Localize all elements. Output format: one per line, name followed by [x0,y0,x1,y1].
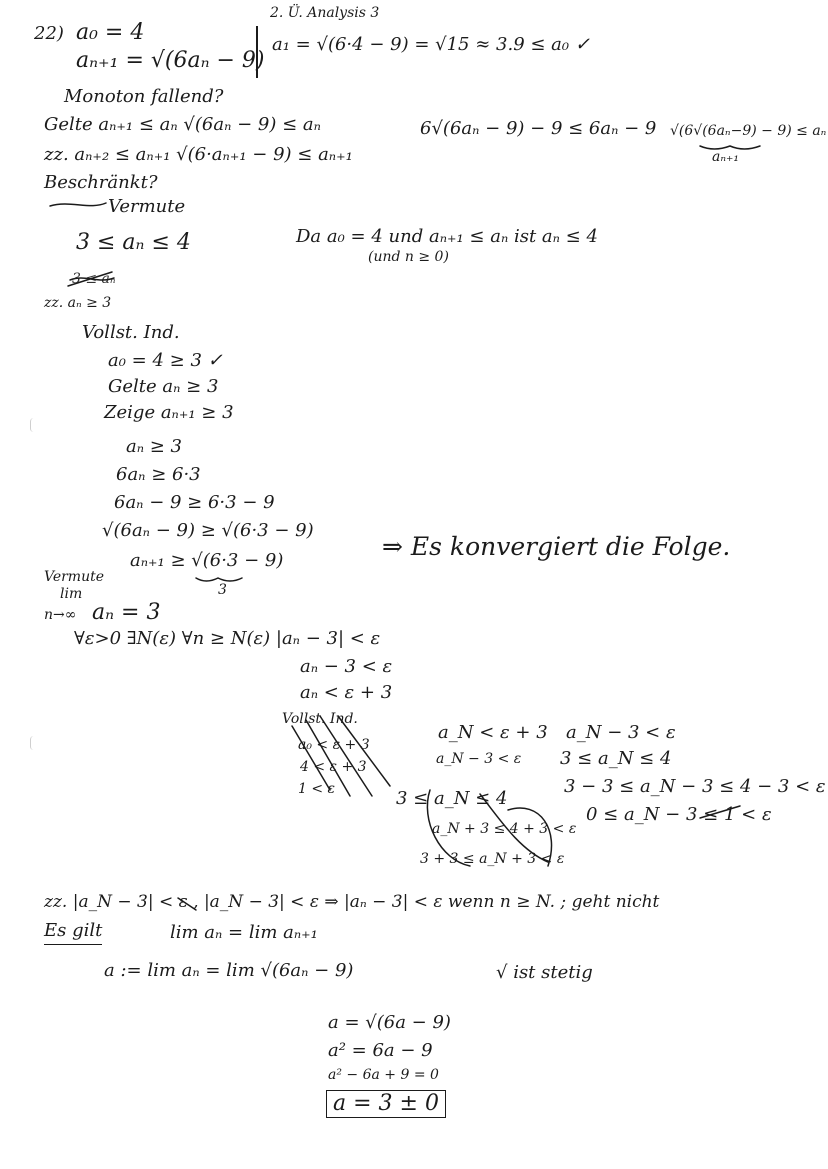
right-line-1: a_N − 3 < ε [566,722,676,743]
right-line-2: 3 ≤ a_N ≤ 4 [560,748,672,769]
monotone-chain-middle: 6√(6aₙ − 9) − 9 ≤ 6aₙ − 9 [420,118,657,139]
induction-line-5: aₙ₊₁ ≥ √(6·3 − 9) [130,550,284,571]
epsilon-line-2: aₙ < ε + 3 [300,682,393,703]
fixed-point-eq-2: a := lim aₙ = lim √(6aₙ − 9) [104,960,354,981]
induction-step: Zeige aₙ₊₁ ≥ 3 [104,402,234,423]
middle-line-3: 3 ≤ a_N ≤ 4 [396,788,508,809]
monotone-to-show: zz. aₙ₊₂ ≤ aₙ₊₁ √(6·aₙ₊₁ − 9) ≤ aₙ₊₁ [44,144,353,165]
course-header: 2. Ü. Analysis 3 [270,5,380,21]
scribble-strike-3 [70,278,114,280]
middle-line-5: 3 + 3 ≤ a_N + 3 < ε [420,851,565,867]
limit-lim-sub: n→∞ [44,607,77,623]
to-show-line: zz. |a_N − 3| < ε , |a_N − 3| < ε ⇒ |aₙ − 3| < ε wenn n ≥ N. ; geht nicht [44,892,660,912]
induction-line-5-value: 3 [218,582,227,598]
scribble-strike-1 [50,203,106,206]
upper-bound-note: Da a₀ = 4 und aₙ₊₁ ≤ aₙ ist aₙ ≤ 4 [296,226,598,247]
crossed-out-bound: 3 ≤ aₙ [72,271,116,287]
scratch-loop-2 [480,794,548,862]
under-brace-monotone [700,146,760,149]
middle-line-1: a_N < ε + 3 [438,722,548,743]
scratch-line-1: a₀ < ε + 3 [298,737,370,753]
induction-base: a₀ = 4 ≥ 3 ✓ [108,350,223,371]
upper-bound-note-sub: (und n ≥ 0) [368,249,449,265]
middle-line-4: a_N + 3 ≤ 4 + 3 < ε [432,821,577,837]
scratch-strike-4 [338,716,390,786]
monotone-chain-right: √(6√(6aₙ−9) − 9) ≤ aₙ [670,123,827,139]
induction-line-1: aₙ ≥ 3 [126,436,183,457]
epsilon-definition: ∀ε>0 ∃N(ε) ∀n ≥ N(ε) |aₙ − 3| < ε [74,628,381,649]
under-brace-induction [196,578,242,581]
limit-value: aₙ = 3 [92,600,161,625]
scratch-strike-1 [292,726,330,790]
scratch-strike-2 [306,720,350,796]
limit-conjecture: Vermute [44,569,105,585]
punch-hole-mark-2 [30,736,37,750]
scratch-strike-6 [178,898,196,910]
monotone-assumption: Gelte aₙ₊₁ ≤ aₙ √(6aₙ − 9) ≤ aₙ [44,114,321,135]
scratch-line-3: 1 < ε [298,781,336,797]
monotone-heading: Monoton fallend? [64,86,224,107]
punch-hole-mark-1 [30,418,37,432]
fixed-point-result: a = 3 ± 0 [326,1090,446,1118]
induction-hypothesis: Gelte aₙ ≥ 3 [108,376,219,397]
scratch-strike-5 [700,806,740,818]
problem-number: 22) [34,23,64,44]
scratch-loop-1 [427,790,470,866]
epsilon-line-1: aₙ − 3 < ε [300,656,393,677]
induction-heading: Vollst. Ind. [82,322,180,343]
es-gilt: Es gilt [44,920,103,941]
sqrt-continuous-note: √ ist stetig [496,962,593,983]
initial-value: a₀ = 4 [76,20,145,45]
induction-line-4: √(6aₙ − 9) ≥ √(6·3 − 9) [102,520,314,541]
fixed-point-eq-1: lim aₙ = lim aₙ₊₁ [170,922,318,943]
scratch-line-2: 4 < ε + 3 [300,759,367,775]
fixed-point-f1: a = √(6a − 9) [328,1012,451,1033]
middle-line-2: a_N − 3 < ε [436,751,522,767]
bounded-range: 3 ≤ aₙ ≤ 4 [76,230,191,255]
scratch-heading: Vollst. Ind. [282,711,358,727]
convergence-conclusion: ⇒ Es konvergiert die Folge. [382,532,731,561]
first-term: a₁ = √(6·4 − 9) = √15 ≈ 3.9 ≤ a₀ ✓ [272,34,590,55]
limit-lim: lim [60,586,83,602]
induction-line-2: 6aₙ ≥ 6·3 [116,464,201,485]
bounded-heading: Beschränkt? [44,172,158,193]
recursion-formula: aₙ₊₁ = √(6aₙ − 9) [76,48,265,73]
bounded-conjecture: Vermute [108,196,186,217]
fixed-point-f2: a² = 6a − 9 [328,1040,433,1061]
fixed-point-f3: a² − 6a + 9 = 0 [328,1067,439,1083]
induction-line-3: 6aₙ − 9 ≥ 6·3 − 9 [114,492,275,513]
lower-bound-to-show: zz. aₙ ≥ 3 [44,295,112,311]
right-line-3: 3 − 3 ≤ a_N − 3 ≤ 4 − 3 < ε [564,776,826,797]
under-brace-label: aₙ₊₁ [712,149,740,165]
right-line-4: 0 ≤ a_N − 3 ≤ 1 < ε [586,804,772,825]
